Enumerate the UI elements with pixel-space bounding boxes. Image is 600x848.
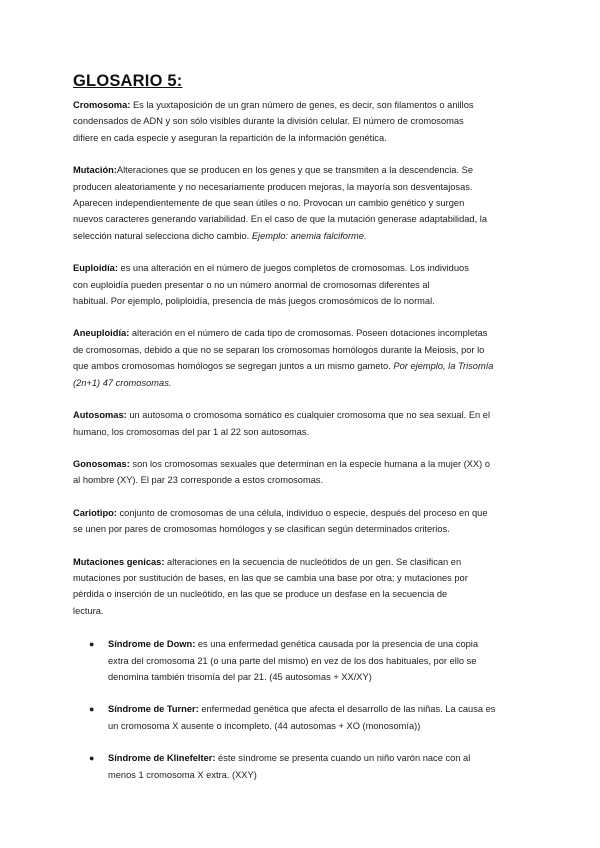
definition-text: son los cromosomas sexuales que determinan en la especie humana a la mujer (XX) o <box>132 458 491 469</box>
definition-text: es una enfermedad genética causada por la presencia de una copia <box>197 639 479 650</box>
definition-text: producen aleatoriamente y no necesariamente producen mejoras, la mayoría son desventajosas. <box>73 181 473 192</box>
term-label: Síndrome de Turner: <box>108 704 199 715</box>
example-text: Ejemplo: anemia falciforme. <box>251 230 367 241</box>
syndrome-list <box>73 636 533 783</box>
entry-autosomas <box>73 407 533 440</box>
definition-text: un autosoma o cromosoma somático es cualquier cromosoma que no sea sexual. En el <box>129 410 491 421</box>
definition-text: Es la yuxtaposición de un gran número de genes, es decir, son filamentos o anillos <box>132 100 474 110</box>
example-text: (2n+1) 47 cromosomas. <box>73 377 172 388</box>
term-label: Mutación: <box>73 165 117 176</box>
definition-text: condensados de ADN y son sólo visibles durante la división celular. El número de cromosomas <box>73 116 464 127</box>
definition-text: se unen por pares de cromosomas homólogos y se clasifican según determinados criterios. <box>73 524 450 535</box>
page-title: GLOSARIO 5: <box>73 72 183 90</box>
definition-text: enfermedad genética que afecta el desarrollo de las niñas. La causa es <box>201 704 496 715</box>
bullet-icon: ● <box>89 704 95 715</box>
entry-aneuploidia <box>73 325 533 391</box>
definition-text: lectura. <box>73 605 104 616</box>
definition-text: pérdida o inserción de un nucleótido, en las que se produce un desfase en la secuencia de <box>73 589 448 600</box>
list-item-turner <box>73 701 533 734</box>
definition-text: denomina también trisomía del par 21. (45 autosomas + XX/XY) <box>108 671 372 682</box>
term-label: Cariotipo: <box>73 507 117 518</box>
term-label: Síndrome de Down: <box>108 639 196 650</box>
definition-text: de cromosomas, debido a que no se separan los cromosomas homólogos durante la Meiosis, por lo <box>73 344 485 355</box>
term-label: Aneuploidía: <box>73 328 130 339</box>
definition-text: que ambos cromosomas homólogos se segregan juntos a un mismo gameto. <box>73 361 391 372</box>
entry-cariotipo <box>73 505 533 538</box>
term-label: Síndrome de Klinefelter: <box>108 753 216 764</box>
list-item-down <box>73 636 533 685</box>
term-label: Gonosomas: <box>73 458 130 469</box>
definition-text: mutaciones por sustitución de bases, en las que se cambia una base por otra; y mutaciones por <box>73 572 468 583</box>
definition-text: Alteraciones que se producen en los genes y que se transmiten a la descendencia. Se <box>116 165 473 176</box>
entry-cromosoma <box>73 97 533 146</box>
definition-text: nuevos caracteres generando variabilidad. En el caso de que la mutación generase adaptabilidad, la <box>73 214 487 225</box>
definition-text: difiere en cada especie y aseguran la repartición de la información genética. <box>73 132 387 143</box>
list-item-klinefelter <box>73 750 533 783</box>
bullet-icon: ● <box>89 753 95 764</box>
term-label: Mutaciones genicas: <box>73 556 165 567</box>
definition-text: alteración en el número de cada tipo de cromosomas. Poseen dotaciones incompletas <box>131 328 488 339</box>
definition-text: es una alteración en el número de juegos completos de cromosomas. Los individuos <box>120 263 469 274</box>
entry-mutacion <box>73 162 533 244</box>
definition-text: selección natural selecciona dicho cambio. <box>73 230 250 241</box>
definition-text: habitual. Por ejemplo, poliploidía, presencia de más juegos cromosómicos de lo normal. <box>73 296 435 307</box>
definition-text: éste síndrome se presenta cuando un niño varón nace con al <box>218 753 471 764</box>
definition-text: un cromosoma X ausente o incompleto. (44 autosomas + XO (monosomía)) <box>108 720 421 731</box>
example-text: Por ejemplo, la Trisomía <box>393 361 494 372</box>
term-label: Cromosoma: <box>73 100 131 110</box>
entry-euploidia <box>73 260 533 309</box>
definition-text: alteraciones en la secuencia de nucleótidos de un gen. Se clasifican en <box>167 556 462 567</box>
definition-text: conjunto de cromosomas de una célula, individuo o especie, después del proceso en que <box>119 507 488 518</box>
bullet-icon: ● <box>89 639 95 650</box>
definition-text: con euploidía pueden presentar o no un número anormal de cromosomas diferentes al <box>73 279 430 290</box>
definition-text: Aparecen independientemente de que sean útiles o no. Provocan un cambio genético y surgen <box>73 198 465 209</box>
definition-text: humano, los cromosomas del par 1 al 22 son autosomas. <box>73 426 310 437</box>
definition-text: menos 1 cromosoma X extra. (XXY) <box>108 769 257 780</box>
document-page <box>73 72 533 799</box>
definition-text: extra del cromosoma 21 (o una parte del mismo) en vez de los dos habituales, por ello se <box>108 655 477 666</box>
term-label: Autosomas: <box>73 410 127 421</box>
entry-mutaciones-genicas <box>73 554 533 620</box>
definition-text: al hombre (XY). El par 23 corresponde a estos cromosomas. <box>73 475 324 486</box>
entry-gonosomas <box>73 456 533 489</box>
term-label: Euploidía: <box>73 263 118 274</box>
